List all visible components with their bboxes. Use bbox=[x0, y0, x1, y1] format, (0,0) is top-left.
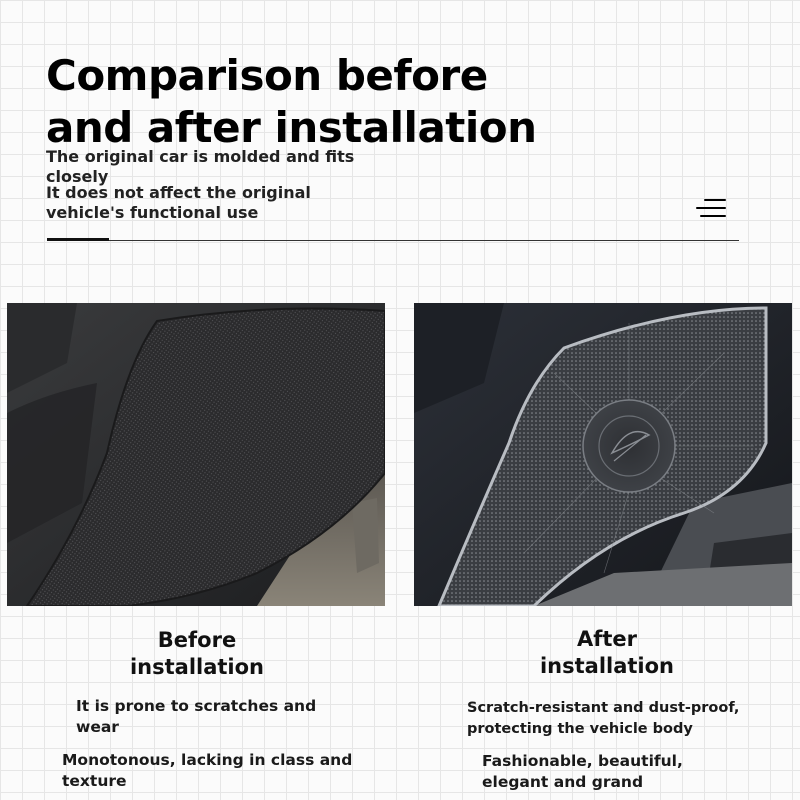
title-line-1: Comparison before bbox=[46, 51, 488, 100]
after-caption-line-2: installation bbox=[539, 654, 675, 678]
page-title bbox=[46, 50, 606, 154]
before-point-monotonous: Monotonous, lacking in class and texture bbox=[62, 751, 353, 790]
header-divider bbox=[47, 240, 739, 241]
after-caption-line-1: After bbox=[576, 627, 638, 651]
menu-icon[interactable] bbox=[696, 199, 726, 217]
after-point-fashionable: Fashionable, beautiful, elegant and grand bbox=[482, 752, 683, 791]
after-installation-photo bbox=[414, 303, 792, 606]
before-point-scratches: It is prone to scratches and wear bbox=[76, 697, 317, 736]
subtitle-function: It does not affect the original vehicle's functional use bbox=[46, 183, 311, 222]
header-divider-accent bbox=[47, 238, 109, 241]
after-point-scratch-resistant: Scratch-resistant and dust-proof, protecting the vehicle body bbox=[467, 700, 740, 737]
before-caption-line-1: Before bbox=[157, 628, 237, 652]
title-line-2: and after installation bbox=[46, 103, 537, 152]
before-caption bbox=[97, 627, 297, 681]
before-caption-line-2: installation bbox=[129, 655, 265, 679]
before-installation-photo bbox=[7, 303, 385, 606]
subtitle-fit: The original car is molded and fits closely bbox=[46, 147, 355, 186]
after-caption bbox=[507, 626, 707, 680]
